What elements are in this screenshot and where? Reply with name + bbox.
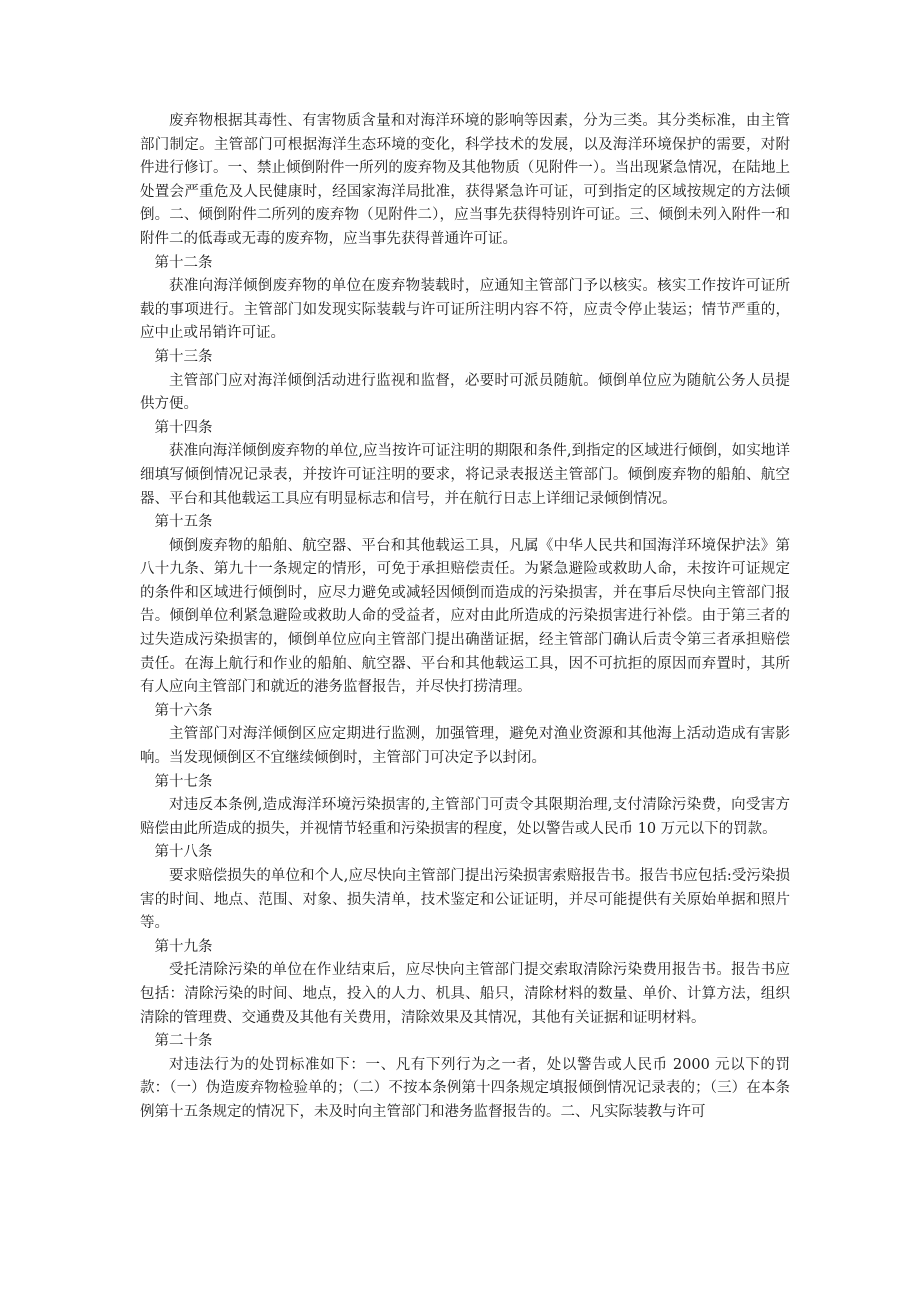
article-18-text: 要求赔偿损失的单位和个人,应尽快向主管部门提出污染损害索赔报告书。报告书应包括:受污染损害的时间、地点、范围、对象、损失清单，技术鉴定和公证证明，并尽可能提供有关原始单据和照片等。 [140,868,790,932]
article-18-heading: 第十八条 [154,844,213,861]
paragraph-waste-classification: 废弃物根据其毒性、有害物质含量和对海洋环境的影响等因素，分为三类。其分类标准，由主管部门制定。主管部门可根据海洋生态环境的变化，科学技术的发展，以及海洋环境保护的需要，对附件进行修订。一、禁止倾倒附件一所列的废弃物及其他物质（见附件一）。当出现紧急情况，在陆地上处置会严重危及人民健康时，经国家海洋局批准，获得紧急许可证，可到指定的区域按规定的方法倾倒。二、倾倒附件二所列的废弃物（见附件二），应当事先获得特别许可证。三、倾倒未列入附件一和附件二的低毒或无毒的废弃物，应当事先获得普通许可证。 [140,113,790,247]
article-16-text: 主管部门对海洋倾倒区应定期进行监测，加强管理，避免对渔业资源和其他海上活动造成有害影响。当发现倾倒区不宜继续倾倒时，主管部门可决定予以封闭。 [140,726,790,767]
article-12-heading: 第十二条 [154,254,213,271]
article-16-heading: 第十六条 [154,702,213,719]
article-15-text: 倾倒废弃物的船舶、航空器、平台和其他载运工具，凡属《中华人民共和国海洋环境保护法》第八十九条、第九十一条规定的情形，可免于承担赔偿责任。为紧急避险或救助人命，未按许可证规定的条件和区域进行倾倒时，应尽力避免或减轻因倾倒而造成的污染损害，并在事后尽快向主管部门报告。倾倒单位利紧急避险或救助人命的受益者，应对由此所造成的污染损害进行补偿。由于第三者的过失造成污染损害的，倾倒单位应向主管部门提出确凿证据，经主管部门确认后责令第三者承担赔偿责任。在海上航行和作业的船舶、航空器、平台和其他载运工具，因不可抗拒的原因而弃置时，其所有人应向主管部门和就近的港务监督报告，并尽快打捞清理。 [140,537,790,696]
article-17-text: 对违反本条例,造成海洋环境污染损害的,主管部门可责令其限期治理,支付清除污染费，向受害方赔偿由此所造成的损失，并视情节轻重和污染损害的程度，处以警告或人民币 10 万元以下的罚款。 [140,797,790,837]
article-20-heading: 第二十条 [154,1033,213,1050]
article-19-text: 受托清除污染的单位在作业结束后，应尽快向主管部门提交索取清除污染费用报告书。报告书应包括：清除污染的时间、地点，投入的人力、机具、船只，清除材料的数量、单价、计算方法，组织清除的管理费、交通费及其他有关费用，清除效果及其情况，其他有关证据和证明材料。 [140,962,790,1026]
article-13-text: 主管部门应对海洋倾倒活动进行监视和监督，必要时可派员随航。倾倒单位应为随航公务人员提供方便。 [140,372,790,413]
article-17-heading: 第十七条 [154,773,213,790]
article-19-heading: 第十九条 [154,938,213,955]
article-14-text: 获准向海洋倾倒废弃物的单位,应当按许可证注明的期限和条件,到指定的区域进行倾倒，如实地详细填写倾倒情况记录表，并按许可证注明的要求，将记录表报送主管部门。倾倒废弃物的船舶、航空器、平台和其他载运工具应有明显标志和信号，并在航行日志上详细记录倾倒情况。 [140,443,790,507]
document-body [140,110,790,1125]
article-13-heading: 第十三条 [154,348,213,365]
article-20-text: 对违法行为的处罚标准如下：一、凡有下列行为之一者，处以警告或人民币 2000 元以下的罚款：（一）伪造废弃物检验单的；（二）不按本条例第十四条规定填报倾倒情况记录表的；（三）在本条例第十五条规定的情况下，未及时向主管部门和港务监督报告的。二、凡实际装教与许可 [140,1056,790,1120]
article-14-heading: 第十四条 [154,419,213,436]
article-15-heading: 第十五条 [154,514,213,531]
article-12-text: 获准向海洋倾倒废弃物的单位在废弃物装载时，应通知主管部门予以核实。核实工作按许可证所载的事项进行。主管部门如发现实际装载与许可证所注明内容不符，应责令停止装运；情节严重的，应中止或吊销许可证。 [140,278,790,342]
